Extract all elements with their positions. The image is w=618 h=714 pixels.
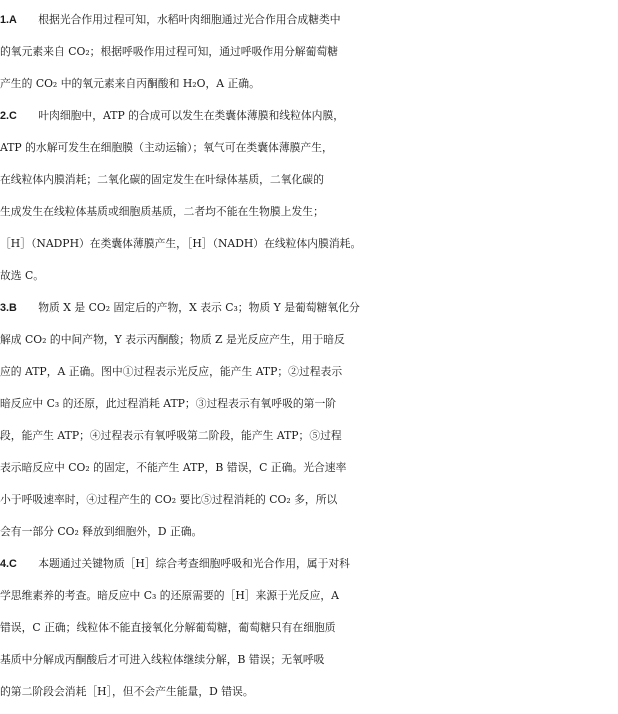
answer-2-line-4: 生成发生在线粒体基质或细胞质基质，二者均不能在生物膜上发生； bbox=[0, 205, 324, 218]
answer-2-line-5: ［H］（NADPH）在类囊体薄膜产生，［H］（NADH）在线粒体内膜消耗。 bbox=[0, 237, 362, 250]
answer-3-line-7: 小于呼吸速率时，④过程产生的 CO₂ 要比⑤过程消耗的 CO₂ 多，所以 bbox=[0, 493, 338, 506]
answer-3-line-5: 段，能产生 ATP；④过程表示有氧呼吸第二阶段，能产生 ATP；⑤过程 bbox=[0, 429, 342, 442]
answer-3-line-2: 解成 CO₂ 的中间产物，Y 表示丙酮酸；物质 Z 是光反应产生，用于暗反 bbox=[0, 333, 345, 346]
answer-1-line-2: 的氧元素来自 CO₂；根据呼吸作用过程可知，通过呼吸作用分解葡萄糖 bbox=[0, 45, 338, 58]
answer-3-line-4: 暗反应中 C₃ 的还原，此过程消耗 ATP；③过程表示有氧呼吸的第一阶 bbox=[0, 397, 337, 410]
answer-1-line-1: 1.A 根据光合作用过程可知，水稻叶肉细胞通过光合作用合成糖类中 bbox=[0, 13, 341, 26]
answer-3-line-1: 3.B 物质 X 是 CO₂ 固定后的产物，X 表示 C₃；物质 Y 是葡萄糖氧化分 bbox=[0, 301, 360, 314]
answer-1-line-3: 产生的 CO₂ 中的氧元素来自丙酮酸和 H₂O，A 正确。 bbox=[0, 77, 260, 90]
answer-4-line-4: 基质中分解成丙酮酸后才可进入线粒体继续分解，B 错误；无氧呼吸 bbox=[0, 653, 325, 666]
answer-4-line-1: 4.C 本题通过关键物质［H］综合考查细胞呼吸和光合作用，属于对科 bbox=[0, 557, 350, 570]
answer-3-line-8: 会有一部分 CO₂ 释放到细胞外，D 正确。 bbox=[0, 525, 203, 538]
answer-1-number: 1.A bbox=[0, 14, 17, 26]
answer-3-line-6: 表示暗反应中 CO₂ 的固定，不能产生 ATP，B 错误，C 正确。光合速率 bbox=[0, 461, 347, 474]
answer-2-line-6: 故选 C。 bbox=[0, 269, 45, 282]
answer-4-number: 4.C bbox=[0, 558, 17, 570]
answer-2-line-1: 2.C 叶肉细胞中，ATP 的合成可以发生在类囊体薄膜和线粒体内膜， bbox=[0, 109, 345, 122]
answer-3-line-3: 应的 ATP，A 正确。图中①过程表示光反应，能产生 ATP；②过程表示 bbox=[0, 365, 343, 378]
answer-4-line-3: 错误，C 正确；线粒体不能直接氧化分解葡萄糖，葡萄糖只有在细胞质 bbox=[0, 621, 336, 634]
answer-2-line-2: ATP 的水解可发生在细胞膜（主动运输）；氧气可在类囊体薄膜产生， bbox=[0, 141, 333, 154]
answer-4-line-2: 学思维素养的考查。暗反应中 C₃ 的还原需要的［H］来源于光反应，A bbox=[0, 589, 339, 602]
answer-2-line-3: 在线粒体内膜消耗；二氧化碳的固定发生在叶绿体基质，二氧化碳的 bbox=[0, 173, 324, 186]
answer-4-line-5: 的第二阶段会消耗［H］，但不会产生能量，D 错误。 bbox=[0, 685, 254, 698]
answer-3-number: 3.B bbox=[0, 302, 17, 314]
answer-2-number: 2.C bbox=[0, 110, 17, 122]
